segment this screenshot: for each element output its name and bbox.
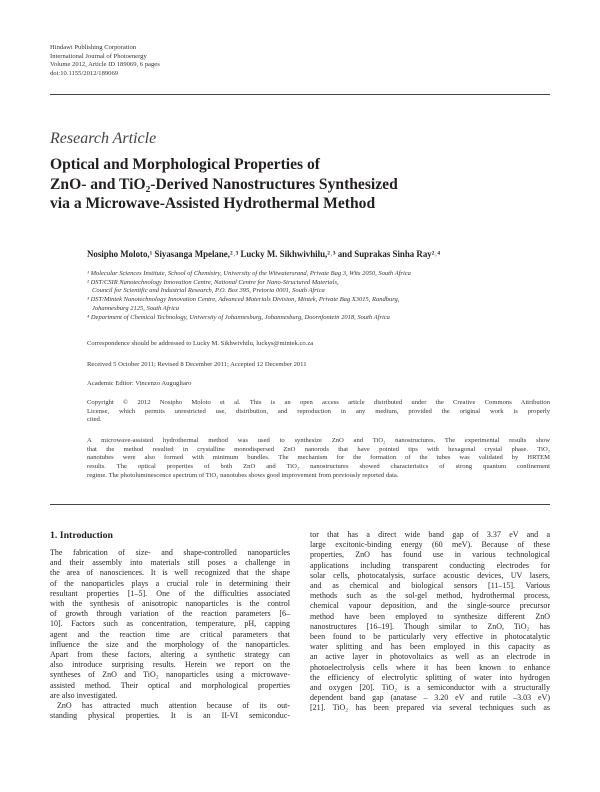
text-line: ZnO has attracted much attention because of its out- — [57, 701, 290, 711]
text-line: the efficiency of electrolytic splitting of water into hydrogen — [310, 672, 550, 682]
text-line: and oxygen [20]. TiO₂ is a semiconductor with a structurally — [310, 683, 550, 693]
abstract-line: that the method resulted in crystalline monodispersed ZnO nanorods that have pointed tips with hexagonal crystal phase. TiO₂ — [87, 445, 550, 453]
text-line: of the nanoparticles plays a crucial role in determining their — [50, 578, 290, 588]
text-line: The fabrication of size- and shape-controlled nanoparticles — [50, 548, 290, 557]
article-title — [50, 155, 550, 214]
text-line: are also investigated. — [50, 690, 118, 700]
text-line: solar cells, photocatalysis, surface acoustic devices, UV lasers, — [310, 570, 550, 580]
text-line: the area of nanosciences. It is well recognized that the shape — [50, 568, 290, 578]
header-divider — [50, 94, 550, 95]
abstract — [87, 437, 550, 481]
left-column-text — [50, 548, 290, 721]
text-line: tor that has a direct wide band gap of 3.37 eV and a — [310, 530, 550, 539]
title-line: Optical and Morphological Properties of — [50, 156, 320, 173]
text-line: nanostructures [16–19]. Though similar to ZnO, TiO₂ has — [310, 621, 550, 631]
right-column-text — [310, 530, 550, 714]
text-line: water splitting and has been employed in this capacity as — [310, 642, 550, 652]
title-line: via a Microwave-Assisted Hydrothermal Method — [50, 195, 376, 212]
text-line: 10]. Factors such as concentration, temperature, pH, capping — [50, 619, 290, 629]
copyright-line: cited. — [87, 416, 102, 424]
text-line: with the synthesis of anisotropic nanoparticles is the control — [50, 599, 290, 609]
affiliation: Johannesburg 2125, South Africa — [92, 304, 180, 312]
text-line: properties, ZnO has found use in various technological — [310, 550, 550, 560]
text-line: resultant properties [1–5]. One of the difficulties associated — [50, 588, 290, 598]
journal-header — [50, 44, 160, 78]
text-line: chemical vapour deposition, and the single-source precursor — [310, 601, 550, 611]
text-line: applications including transparent conducting electrodes for — [310, 560, 550, 570]
text-line: method have been employed to synthesize different ZnO — [310, 611, 550, 621]
text-line: and as chemical and biological sensors [11–15]. Various — [310, 581, 550, 591]
article-type: Research Article — [50, 130, 157, 147]
text-line: large excitonic-binding energy (60 meV). Because of these — [310, 540, 550, 550]
text-line: assisted method. Their optical and morphological properties — [50, 680, 290, 690]
journal-name: International Journal of Photoenergy — [50, 52, 147, 60]
text-line: dependent band gap (anatase – 3.20 eV and rutile –3.03 eV) — [310, 693, 550, 703]
title-line: ZnO- and TiO₂-Derived Nanostructures Synthesized — [50, 175, 398, 193]
text-line: also introduce surprising results. Herein we report on the — [50, 660, 290, 670]
text-line: photoelectrolysis cells where it has been known to enhance — [310, 662, 550, 672]
text-line: been found to be particularly very effective in photocatalytic — [310, 632, 550, 642]
doi: doi:10.1155/2012/189069 — [50, 69, 119, 77]
affiliations — [87, 270, 547, 322]
abstract-line: results. The optical properties of both ZnO and TiO₂ nanostructures showed characteristics of strong quantum confinement — [87, 463, 550, 471]
text-line: agent and the reaction time are critical parameters that — [50, 629, 290, 639]
text-line: Apart from these factors, altering a synthetic strategy can — [50, 650, 290, 660]
affiliation: ¹ Molecular Sciences Institute, School of Chemistry, University of the Witwatersrand, Private Bag 3, Wits 2050, South Africa — [87, 270, 411, 277]
affiliation: Council for Scientific and Industrial Research, P.O. Box 395, Pretoria 0001, South Africa — [92, 287, 325, 295]
text-line: and their assembly into materials still poses a challenge in — [50, 558, 290, 568]
abstract-divider — [50, 504, 550, 505]
text-line: influence the size and the morphology of the nanoparticles. — [50, 639, 290, 649]
abstract-line: regime. The photoluminescence spectrum of TiO₂ nanotubes shows good improvement from previously reported data. — [87, 471, 399, 479]
publisher-name: Hindawi Publishing Corporation — [50, 44, 137, 51]
text-line: standing physical properties. It is an II-VI semiconduc- — [50, 711, 290, 721]
text-line: syntheses of ZnO and TiO₂ nanoparticles using a microwave- — [50, 670, 290, 680]
affiliation: ³ DST/Mintek Nanotechnology Innovation Centre, Advanced Materials Division, Mintek, Private Bag X3015, Randburg, — [87, 296, 400, 304]
copyright-line: Copyright © 2012 Nosipho Moloto et al. This is an open access article distributed under the Creative Commons Attribution — [87, 399, 550, 406]
volume-info: Volume 2012, Article ID 189069, 6 pages — [50, 61, 160, 69]
text-line: methods such as the sol-gel method, hydrothermal process, — [310, 591, 550, 601]
author-list: Nosipho Moloto,¹ Siyasanga Mpelane,²˒³ Lucky M. Sikhwivhilu,²˒³ and Suprakas Sinha Ray²˒⁴ — [87, 249, 440, 259]
text-line: an active layer in photovoltaics as well as an electrode in — [310, 652, 550, 662]
abstract-line: A microwave-assisted hydrothermal method was used to synthesize ZnO and TiO₂ nanostructures. The experimental results show — [87, 437, 550, 444]
publication-dates: Received 5 October 2011; Revised 8 December 2011; Accepted 12 December 2011 — [87, 361, 307, 368]
text-line: [21]. TiO₂ has been prepared via several techniques such as — [310, 703, 550, 713]
affiliation: ⁴ Department of Chemical Technology, University of Johannesburg, Johannesburg, Doornfontein 2018, South Africa — [87, 313, 390, 321]
abstract-line: nanotubes were also formed with minimum bundles. The mechanism for the formation of the tubes was validated by HRTEM — [87, 454, 550, 462]
section-heading-introduction: 1. Introduction — [50, 530, 113, 541]
affiliation: ² DST/CSIR Nanotechnology Innovation Centre, National Centre for Nano-Structured Materials, — [87, 278, 339, 286]
copyright-line: License, which permits unrestricted use, distribution, and reproduction in any medium, provided the original work is properly — [87, 407, 550, 415]
text-line: of growth through variation of the reaction parameters [6– — [50, 609, 290, 619]
copyright-notice — [87, 399, 550, 425]
correspondence: Correspondence should be addressed to Lucky M. Sikhwivhilu, luckys@mintek.co.za — [87, 340, 314, 347]
academic-editor: Academic Editor: Vincenzo Augugliaro — [87, 380, 192, 387]
